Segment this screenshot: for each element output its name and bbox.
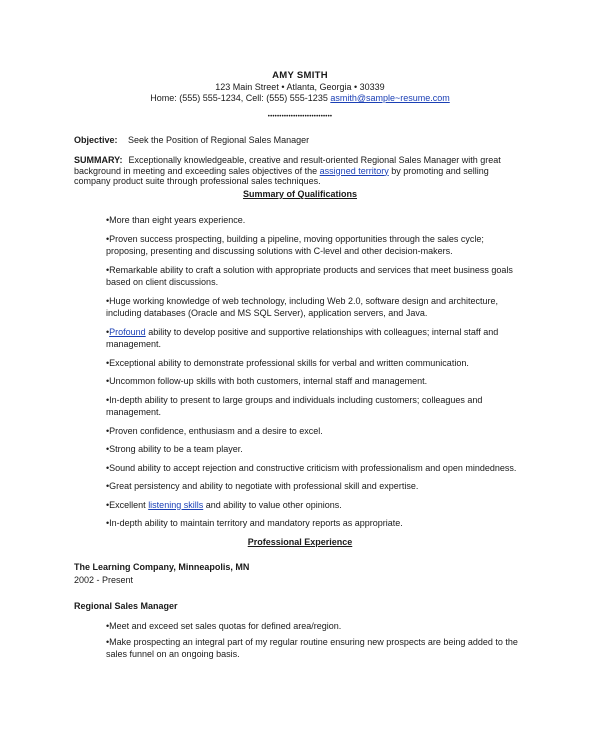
list-item-text: Excellent	[109, 499, 149, 510]
bullet: •	[106, 462, 110, 473]
duty-item	[106, 636, 526, 661]
phone-numbers: Home: (555) 555-1234, Cell: (555) 555-1235	[150, 93, 331, 103]
list-item	[106, 443, 526, 456]
assigned-territory-link[interactable]: assigned territory	[319, 165, 389, 176]
list-item	[106, 295, 526, 320]
job-title: Regional Sales Manager	[74, 601, 178, 611]
employment-dates: 2002 - Present	[74, 575, 134, 585]
bullet: •	[106, 295, 110, 306]
list-item-text: Proven success prospecting, building a pipeline, moving opportunities through the sales cycle; proposing, presenting and discussing solutions with C-level and other decision-makers.	[106, 233, 484, 256]
list-item	[106, 462, 526, 475]
email-link[interactable]: asmith@sample~resume.com	[330, 93, 450, 103]
list-item	[106, 499, 526, 512]
list-item	[106, 233, 526, 258]
list-item	[106, 214, 526, 227]
list-item-text: ability to develop positive and supportive relationships with colleagues; internal staff and management.	[106, 326, 499, 349]
list-item-link[interactable]: listening skills	[148, 499, 204, 510]
bullet: •	[106, 394, 110, 405]
list-item-text: In-depth ability to maintain territory and mandatory reports as appropriate.	[109, 518, 403, 528]
bullet: •	[106, 518, 110, 528]
list-item-text: Sound ability to accept rejection and constructive criticism with professionalism and open mindedness.	[109, 462, 517, 473]
summary-section	[74, 155, 526, 187]
bullet: •	[106, 264, 110, 275]
list-item	[106, 480, 526, 493]
qualifications-heading: Summary of Qualifications	[242, 189, 358, 199]
list-item	[106, 357, 526, 370]
bullet: •	[106, 326, 110, 337]
list-item	[106, 425, 526, 438]
list-item-text: More than eight years experience.	[109, 215, 246, 225]
list-item-text: Proven confidence, enthusiasm and a desire to excel.	[109, 425, 323, 436]
address-line: 123 Main Street • Atlanta, Georgia • 30339	[215, 82, 385, 92]
list-item-text: and ability to value other opinions.	[203, 499, 342, 510]
bullet: •	[106, 621, 110, 631]
list-item-link[interactable]: Profound	[109, 326, 146, 337]
objective-label: Objective:	[74, 135, 118, 145]
list-item	[106, 264, 526, 289]
list-item	[106, 375, 526, 388]
list-item-text: Strong ability to be a team player.	[109, 444, 243, 454]
candidate-name: AMY SMITH	[272, 70, 328, 81]
summary-text-2: by promoting and selling company product suite through professional sales techniques.	[74, 165, 489, 186]
list-item	[106, 326, 526, 351]
qualifications-list	[106, 214, 526, 536]
separator-dots: ••••••••••••••••••••••••••••	[267, 114, 333, 120]
bullet: •	[106, 481, 110, 491]
summary-label: SUMMARY:	[74, 155, 123, 165]
list-item-text: Great persistency and ability to negotiate with professional skill and expertise.	[109, 481, 419, 491]
objective-text: Seek the Position of Regional Sales Manager	[128, 135, 310, 145]
experience-heading: Professional Experience	[247, 537, 353, 547]
bullet: •	[106, 357, 110, 368]
bullet: •	[106, 215, 110, 225]
bullet: •	[106, 376, 110, 386]
duty-text: Make prospecting an integral part of my regular routine ensuring new prospects are being added to the sales funnel on an ongoing basis.	[106, 636, 518, 659]
summary-text-1: Exceptionally knowledgeable, creative and result-oriented Regional Sales Manager with great background in meeting and exceeding sales objectives of the	[74, 155, 501, 176]
bullet: •	[106, 499, 110, 510]
list-item-text: Exceptional ability to demonstrate professional skills for verbal and written communication.	[109, 357, 469, 368]
list-item-text: In-depth ability to present to large groups and individuals including customers; colleagues and management.	[106, 394, 483, 417]
list-item	[106, 517, 526, 530]
list-item-text: Uncommon follow-up skills with both customers, internal staff and management.	[109, 376, 428, 386]
objective-section	[74, 135, 534, 145]
duty-text: Meet and exceed set sales quotas for defined area/region.	[109, 621, 342, 631]
list-item	[106, 394, 526, 419]
bullet: •	[106, 425, 110, 436]
contact-line	[0, 93, 600, 103]
bullet: •	[106, 233, 110, 244]
list-item-text: Huge working knowledge of web technology, including Web 2.0, software design and architecture, including databases (Oracle and MS SQL Server), application servers, and Java.	[106, 295, 499, 318]
bullet: •	[106, 444, 110, 454]
duties-list	[106, 620, 526, 664]
duty-item	[106, 620, 526, 633]
bullet: •	[106, 636, 110, 647]
company-name: The Learning Company, Minneapolis, MN	[74, 562, 250, 572]
list-item-text: Remarkable ability to craft a solution with appropriate products and services that meet business goals based on client discussions.	[106, 264, 513, 287]
